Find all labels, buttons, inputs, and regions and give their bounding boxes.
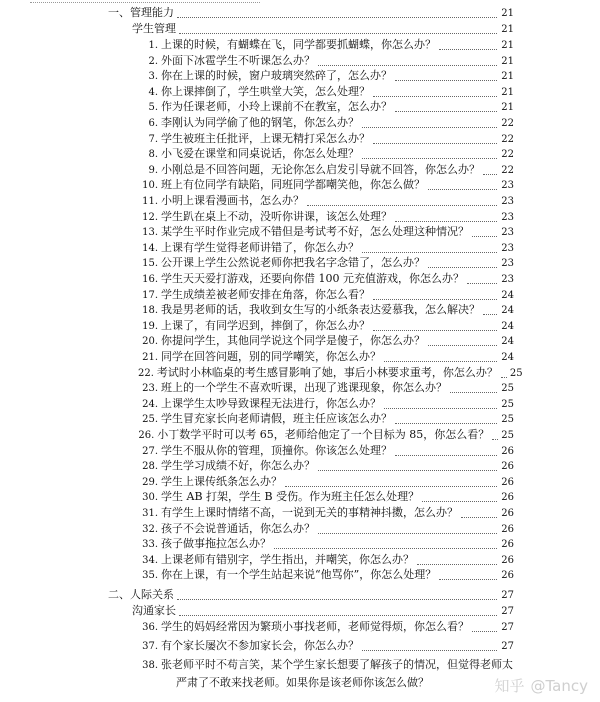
toc-item-number: 27. — [142, 445, 158, 457]
toc-page-number: 25 — [501, 414, 514, 426]
toc-item-title: 上课老师有错别字，学生指出，并嘲笑，你怎么办？ — [161, 552, 414, 566]
toc-page-number: 25 — [509, 367, 523, 379]
toc-page-number: 21 — [501, 8, 514, 19]
toc-item-title: 学生的妈妈经常因为繁琐小事找老师，老师觉得烦，你怎么看？ — [161, 620, 469, 633]
toc-page-number: 24 — [501, 352, 514, 363]
toc-page-number: 21 — [501, 71, 514, 83]
toc-page-number: 26 — [501, 523, 514, 535]
toc-page-number: 24 — [501, 289, 514, 301]
leader-dots — [395, 422, 497, 424]
toc-item-number: 38. — [142, 660, 158, 671]
toc-item-number: 25. — [142, 414, 158, 426]
leader-dots — [307, 204, 497, 206]
toc-item-number: 35. — [142, 570, 158, 582]
toc-section-label: 一、管理能力 — [108, 6, 174, 19]
toc-page-number: 26 — [501, 539, 514, 551]
toc-item-number: 4. — [148, 86, 158, 98]
toc-page-number: 22 — [501, 149, 514, 161]
toc-page-number: 26 — [501, 461, 514, 473]
watermark-handle: @Tancy — [530, 676, 588, 695]
toc-item-number: 32. — [142, 523, 158, 535]
leader-dots — [373, 298, 497, 300]
zhihu-watermark — [494, 675, 588, 696]
toc-page-number: 27 — [501, 622, 514, 633]
watermark-brand: 知乎 — [494, 677, 525, 695]
toc-item-title: 学生天天爱打游戏，还要向你借 100 元充值游戏，你怎么办？ — [161, 272, 464, 285]
toc-page-number: 26 — [501, 554, 514, 566]
leader-dots — [177, 16, 497, 18]
leader-dots — [362, 126, 497, 128]
toc-page-number: 27 — [501, 641, 514, 652]
toc-item-number: 11. — [142, 196, 158, 207]
toc-item-number: 9. — [148, 164, 158, 176]
leader-dots — [428, 266, 497, 268]
toc-item-number: 13. — [142, 227, 158, 239]
toc-item-title: 上课的时候，有蝴蝶在飞，同学都要抓蝴蝶，你怎么办？ — [161, 38, 436, 51]
toc-item-number: 17. — [142, 289, 158, 301]
leader-dots — [318, 64, 497, 66]
leader-dots — [472, 630, 497, 632]
toc-item-title: 上课学生太吵导致课程无法进行，你怎么办？ — [161, 396, 381, 410]
leader-dots — [422, 500, 497, 502]
toc-page-number: 26 — [501, 492, 514, 504]
toc-item-number: 6. — [148, 118, 158, 129]
toc-page-number: 22 — [501, 118, 514, 129]
toc-item-number: 24. — [142, 398, 158, 410]
leader-dots — [373, 95, 497, 97]
leader-dots — [428, 188, 497, 190]
leader-dots — [285, 485, 497, 487]
toc-item-number: 18. — [142, 305, 158, 317]
toc-page-number: 22 — [501, 133, 514, 145]
toc-page-number: 23 — [501, 227, 514, 239]
toc-page-number: 21 — [501, 86, 514, 98]
toc-page-number: 24 — [501, 305, 514, 317]
toc-item-number: 12. — [142, 211, 158, 223]
toc-page-number: 21 — [501, 24, 514, 35]
toc-item-number: 26. — [138, 430, 155, 441]
toc-item[interactable] — [138, 637, 514, 655]
leader-dots — [384, 407, 497, 409]
toc-item-title: 小丁数学平时可以考 65，老师给他定了一个目标为 85，你怎么看？ — [157, 428, 490, 441]
toc-page-number: 27 — [501, 606, 514, 617]
leader-dots — [362, 251, 497, 253]
toc-page-number: 23 — [501, 180, 514, 192]
toc-item-title: 小刚总是不回答问题，无论你怎么启发引导就不回答，你怎么办？ — [161, 162, 480, 176]
toc-item-number: 14. — [142, 242, 158, 254]
toc-item-title: 你提问学生，其他同学说这个同学是傻子，你怎么办？ — [161, 334, 425, 348]
toc-item-title: 学生趴在桌上不动，没听你讲课，该怎么处理？ — [161, 209, 392, 223]
toc-item-title: 外面下冰雹学生不听课怎么办？ — [161, 53, 315, 67]
toc-item-title: 孩子不会说普通话，你怎么办？ — [161, 521, 315, 535]
toc-item-number: 22. — [138, 367, 154, 379]
toc-item-title: 学生学习成绩不好，你怎么办？ — [161, 459, 315, 473]
toc-page-number: 25 — [501, 398, 514, 410]
toc-item-title: 你上课摔倒了，学生哄堂大笑，怎么处理？ — [161, 84, 370, 98]
toc-item-title: 学生冒充家长向老师请假，班主任应该怎么办？ — [161, 412, 392, 426]
toc-item-title: 孩子做事拖拉怎么办？ — [161, 537, 271, 551]
toc-page-number: 23 — [501, 196, 514, 207]
toc-item-number: 1. — [148, 40, 158, 51]
leader-dots — [395, 220, 497, 222]
toc-item-title: 有学生上课时情绪不高，一说到无关的事精神抖擞，怎么办？ — [161, 506, 458, 519]
toc-item-number: 34. — [142, 554, 158, 566]
leader-dots — [439, 48, 497, 50]
toc-item-title: 小明上课看漫画书，怎么办？ — [161, 194, 304, 207]
leader-dots — [483, 173, 497, 175]
toc-page-number: 21 — [501, 40, 514, 51]
toc-item-number: 29. — [142, 476, 158, 488]
toc-item-number: 23. — [142, 383, 158, 395]
toc-item-title: 小飞爱在课堂和同桌说话，你怎么处理？ — [161, 147, 359, 161]
leader-dots — [395, 79, 497, 81]
toc-page-number: 26 — [501, 508, 514, 519]
toc-item-number: 28. — [142, 461, 158, 473]
leader-dots — [177, 598, 497, 600]
toc-subsection-label: 学生管理 — [132, 22, 176, 35]
toc-item-title: 学生 AB 打架，学生 B 受伤。作为班主任怎么处理？ — [161, 490, 420, 504]
toc-item-number: 15. — [142, 258, 158, 270]
toc-page-number: 22 — [501, 164, 514, 176]
toc-item-title: 考试时小林临桌的考生感冒影响了她，事后小林要求重考，你怎么办？ — [156, 365, 498, 379]
leader-dots — [373, 142, 497, 144]
leader-dots — [318, 532, 497, 534]
leader-dots — [439, 578, 497, 580]
toc-item-title: 学生成绩差被老师安排在角落，你怎么看？ — [161, 287, 370, 301]
toc-page-number: 25 — [501, 430, 514, 441]
toc-item-number: 5. — [148, 102, 158, 114]
toc-page-number: 23 — [501, 274, 514, 285]
toc-page-number: 24 — [501, 336, 514, 348]
toc-item-number: 2. — [148, 55, 158, 67]
toc-item[interactable] — [138, 618, 514, 636]
toc-item-title: 同学在回答问题，别的同学嘲笑，你怎么办？ — [161, 350, 381, 363]
toc-item[interactable] — [138, 566, 514, 584]
toc-item-title: 李刚认为同学偷了他的钢笔，你怎么办？ — [161, 116, 359, 129]
toc-page-number: 21 — [501, 55, 514, 67]
toc-item-number: 21. — [142, 352, 158, 363]
leader-dots — [384, 360, 497, 362]
toc-item-number: 16. — [142, 274, 158, 285]
leader-dots — [428, 344, 497, 346]
toc-item-38-continuation: 严肃了不敢来找老师。如果你是该老师你该怎么做？ — [176, 676, 429, 689]
cropped-header-line — [30, 0, 260, 3]
toc-page-number: 24 — [501, 320, 514, 332]
toc-section-label: 二、人际关系 — [108, 588, 174, 601]
toc-item-title: 某学生平时作业完成不错但是考试考不好，怎么处理这种情况？ — [161, 225, 469, 239]
toc-item-title: 公开课上学生公然说老师你把我名字念错了，怎么办？ — [161, 256, 425, 270]
toc-item-title: 学生不服从你的管理，顶撞你。你该怎么处理？ — [161, 443, 392, 457]
toc-page-number: 23 — [501, 258, 514, 270]
toc-item-number: 33. — [142, 539, 158, 551]
leader-dots — [362, 157, 497, 159]
toc-item-title: 你在上课的时候，窗户玻璃突然碎了，怎么办？ — [161, 69, 392, 83]
leader-dots — [179, 32, 497, 34]
toc-page-number: 26 — [501, 476, 514, 488]
leader-dots — [179, 614, 497, 616]
toc-item-title: 你在上课，有一个学生站起来说“他骂你”，你怎么处理？ — [161, 568, 437, 582]
toc-item-title: 上课有学生觉得老师讲错了，你怎么办？ — [161, 240, 359, 254]
toc-item-title: 上课了，有同学迟到，摔倒了，你怎么办？ — [161, 318, 370, 332]
leader-dots — [472, 235, 497, 237]
toc-item-title: 我是男老师的话，我收到女生写的小纸条表达爱慕我，怎么解决？ — [161, 303, 480, 317]
toc-page-number: 25 — [501, 383, 514, 395]
toc-item-number: 10. — [142, 180, 158, 192]
leader-dots — [450, 391, 497, 393]
toc-item-number: 7. — [148, 133, 158, 145]
toc-item-title: 班上有位同学有缺陷，同班同学都嘲笑他，你怎么做？ — [161, 178, 425, 192]
leader-dots — [395, 454, 497, 456]
toc-item-number: 20. — [142, 336, 158, 348]
toc-item-number: 30. — [142, 492, 158, 504]
leader-dots — [461, 516, 497, 518]
toc-page-number: 23 — [501, 242, 514, 254]
leader-dots — [501, 376, 507, 378]
leader-dots — [395, 110, 497, 112]
leader-dots — [274, 547, 497, 549]
toc-page-number: 23 — [501, 211, 514, 223]
toc-page-number: 21 — [501, 102, 514, 114]
toc-item-title: 学生被班主任批评，上课无精打采怎么办？ — [161, 131, 370, 145]
leader-dots — [318, 469, 497, 471]
toc-item[interactable] — [138, 656, 514, 674]
leader-dots — [467, 282, 497, 284]
leader-dots — [492, 438, 498, 440]
toc-item-number: 37. — [142, 641, 158, 652]
toc-page-number: 26 — [501, 570, 514, 582]
leader-dots — [373, 329, 497, 331]
leader-dots — [417, 563, 497, 565]
leader-dots — [483, 313, 497, 315]
toc-item-number: 19. — [142, 320, 158, 332]
toc-item-number: 31. — [142, 508, 158, 519]
toc-item-title: 张老师平时不苟言笑，某个学生家长想要了解孩子的情况，但觉得老师太 — [161, 658, 513, 671]
toc-subsection-label: 沟通家长 — [132, 604, 176, 617]
toc-item-title: 班上的一个学生不喜欢听课，出现了逃课现象，你怎么办？ — [161, 381, 447, 395]
leader-dots — [362, 649, 497, 651]
toc-item-title: 学生上课传纸条怎么办？ — [161, 474, 282, 488]
toc-item-title: 有个家长屡次不参加家长会，你怎么办？ — [161, 639, 359, 652]
toc-item-number: 36. — [142, 622, 158, 633]
toc-item-number: 8. — [148, 149, 158, 161]
toc-item-title: 作为任课老师，小玲上课前不在教室，怎么办？ — [161, 100, 392, 114]
toc-page-number: 26 — [501, 445, 514, 457]
toc-page-number: 27 — [501, 590, 514, 601]
toc-item-number: 3. — [148, 71, 158, 83]
